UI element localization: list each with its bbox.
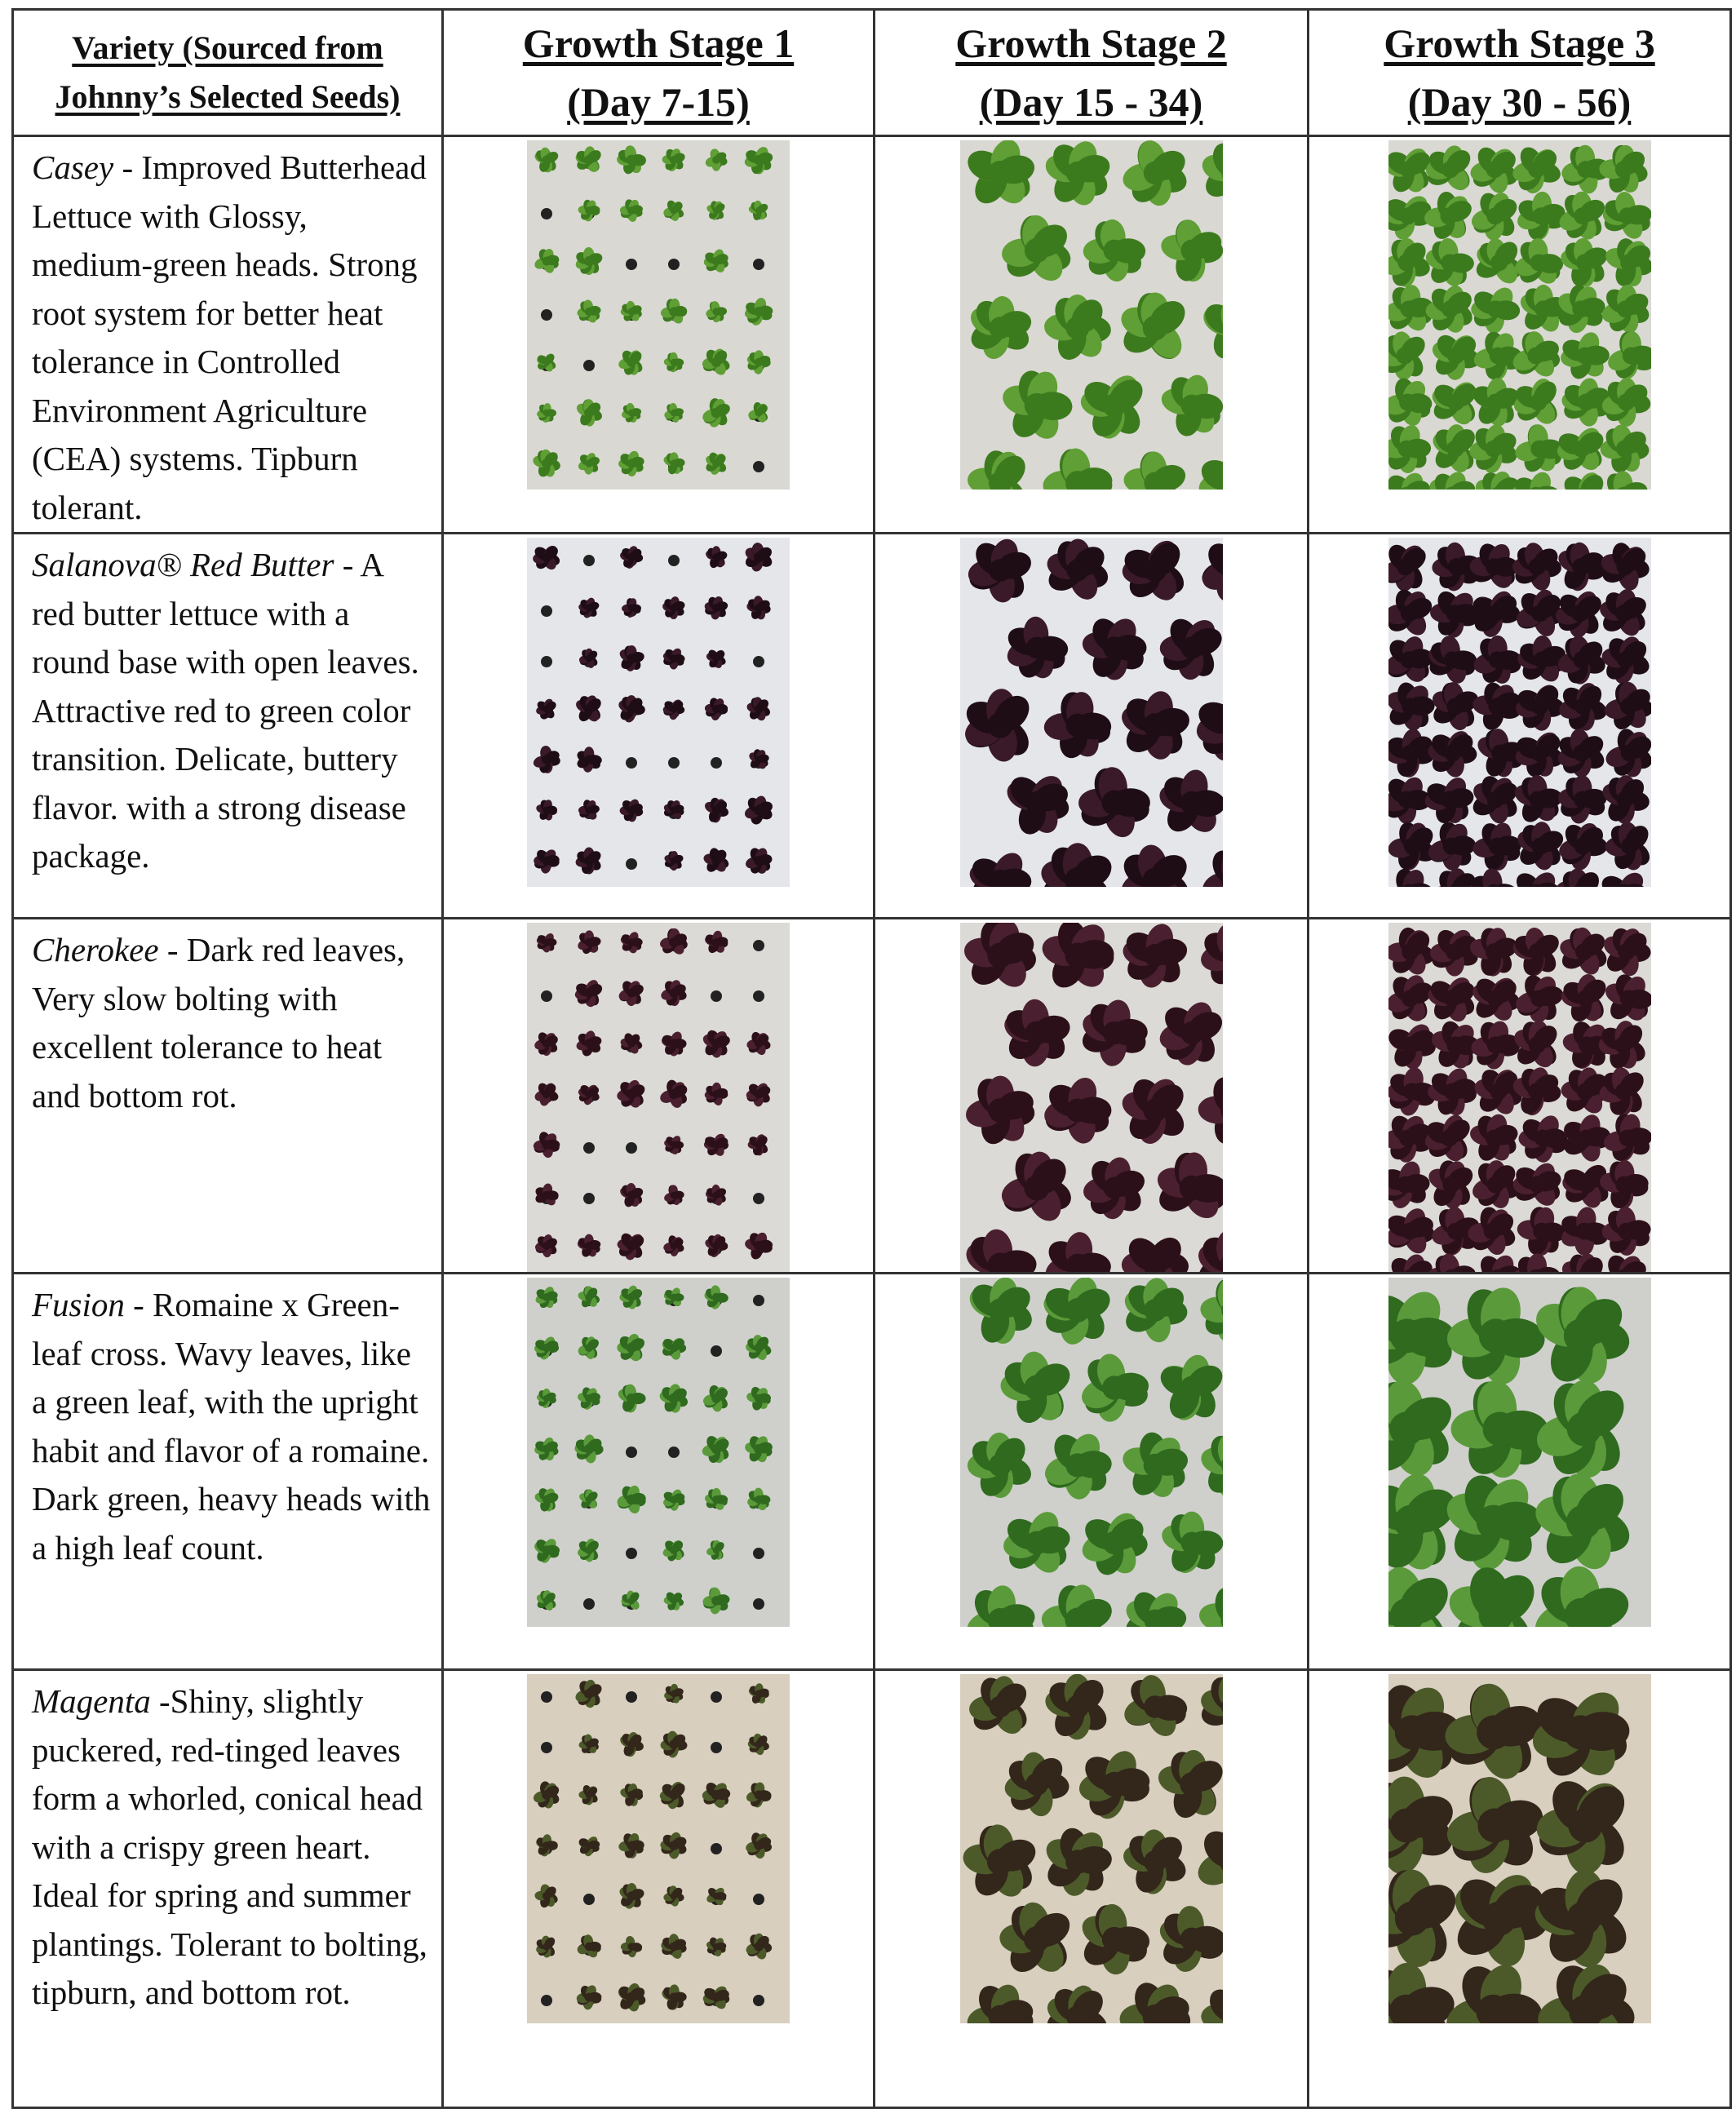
- variety-description-cell: [13, 136, 443, 534]
- variety-description-cell: [13, 1670, 443, 2108]
- magenta-stage1-seedlings-photo: [527, 1674, 790, 2023]
- header-stage-1-days: (Day 7-15): [444, 73, 873, 131]
- cherokee-stage3-heads-photo: [1388, 923, 1651, 1272]
- variety-name: Magenta: [32, 1682, 151, 1720]
- variety-description: - A red butter lettuce with a round base with open leaves. Attractive red to green color transition. Delicate, buttery flavor. with a strong disease package.: [32, 546, 419, 875]
- variety-name: Cherokee: [32, 931, 159, 968]
- casey-stage2-heads-photo: [960, 140, 1223, 490]
- variety-row-casey: [13, 136, 1731, 534]
- header-variety: [13, 10, 443, 136]
- header-stage-2-title: Growth Stage 2: [875, 14, 1307, 73]
- salanova-stage1-seedlings-photo: [527, 538, 790, 887]
- header-row: [13, 10, 1731, 136]
- variety-description: - Romaine x Green-leaf cross. Wavy leaves, like a green leaf, with the upright habit and flavor of a romaine. Dark green, heavy heads with a high leaf count.: [32, 1286, 430, 1566]
- variety-name: Casey: [32, 148, 113, 186]
- variety-row-magenta: [13, 1670, 1731, 2108]
- fusion-stage1-seedlings-photo: [527, 1278, 790, 1627]
- salanova-stage2-heads-photo: [960, 538, 1223, 887]
- salanova-stage3-greenhouse-photo: [1388, 538, 1651, 887]
- header-stage-3: [1309, 10, 1731, 136]
- variety-description: - Improved Butterhead Lettuce with Glossy, medium-green heads. Strong root system for better heat tolerance in Controlled Environment Agriculture (CEA) systems. Tipburn tolerant.: [32, 148, 427, 526]
- cherokee-stage1-seedlings-photo: [527, 923, 790, 1272]
- variety-description: - Dark red leaves, Very slow bolting with excellent tolerance to heat and bottom rot.: [32, 931, 405, 1114]
- header-stage-1-title: Growth Stage 1: [444, 14, 873, 73]
- variety-description: -Shiny, slightly puckered, red-tinged leaves form a whorled, conical head with a crispy green heart. Ideal for spring and summer plantings. Tolerant to bolting, tipburn, and bottom rot.: [32, 1682, 427, 2011]
- header-stage-2: [875, 10, 1309, 136]
- magenta-stage3-head-photo: [1388, 1674, 1651, 2023]
- variety-description-cell: [13, 919, 443, 1274]
- variety-row-fusion: [13, 1274, 1731, 1670]
- header-stage-3-title: Growth Stage 3: [1309, 14, 1729, 73]
- variety-row-salanova: [13, 534, 1731, 919]
- casey-stage3-greenhouse-photo: [1388, 140, 1651, 490]
- header-variety-line1: Variety (Sourced from: [14, 24, 441, 73]
- cherokee-stage2-heads-photo: [960, 923, 1223, 1272]
- fusion-stage3-heads-photo: [1388, 1278, 1651, 1627]
- variety-description-cell: [13, 534, 443, 919]
- magenta-stage2-heads-photo: [960, 1674, 1223, 2023]
- variety-name: Salanova® Red Butter: [32, 546, 334, 583]
- variety-description-cell: [13, 1274, 443, 1670]
- fusion-stage2-heads-photo: [960, 1278, 1223, 1627]
- header-stage-2-days: (Day 15 - 34): [875, 73, 1307, 131]
- header-stage-3-days: (Day 30 - 56): [1309, 73, 1729, 131]
- lettuce-variety-table: [11, 8, 1732, 2109]
- variety-name: Fusion: [32, 1286, 125, 1323]
- variety-row-cherokee: [13, 919, 1731, 1274]
- header-stage-1: [443, 10, 875, 136]
- header-variety-line2: Johnny’s Selected Seeds): [14, 73, 441, 122]
- casey-stage1-seedlings-photo: [527, 140, 790, 490]
